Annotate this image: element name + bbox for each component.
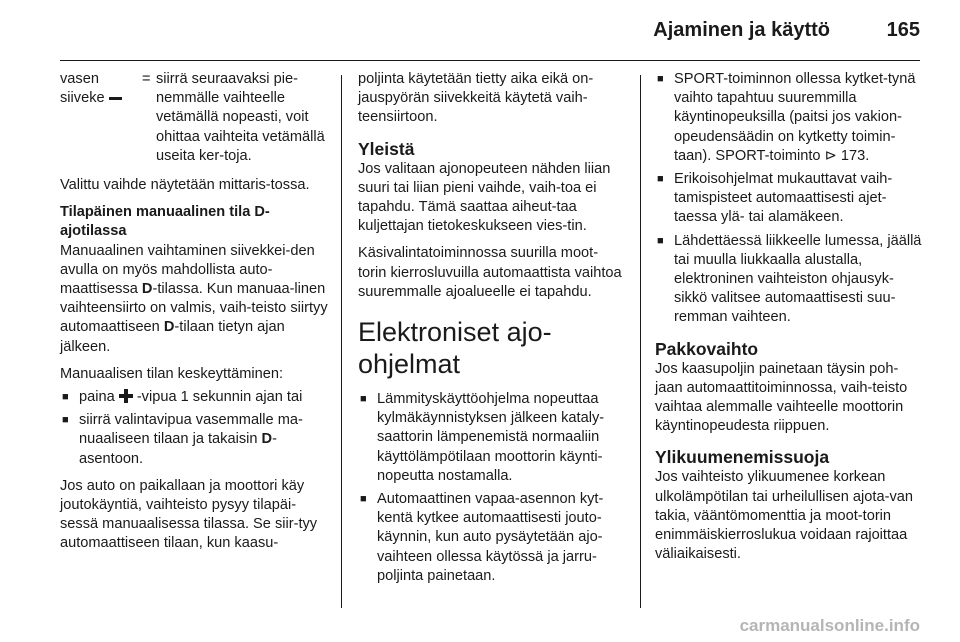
- paragraph: Jos auto on paikallaan ja moottori käy joutokäyntiä, vaihteisto pysyy tilapäi-sessä manuaalisessa tilassa. Se siir-tyy automaattiseen tilaan, kun kaasu-: [60, 477, 318, 552]
- list-item: ■ siirrä valintavipua vasemmalle ma-nuaaliseen tilaan ja takaisin D-asentoon.: [60, 411, 328, 469]
- minus-icon: [109, 97, 122, 100]
- paragraph: Jos valitaan ajonopeuteen nähden liian suuri tai liian pieni vaihde, vaih-toa ei tapahdu. Tämä saattaa aiheut-taa kuljettajan tietokeskukseen vies-tin.: [358, 160, 611, 235]
- paragraph: Valittu vaihde näytetään mittaris-tossa.: [60, 177, 310, 194]
- column-3: [655, 70, 923, 572]
- section-heading-kickdown: Pakkovaihto: [655, 338, 759, 359]
- bullet-list: [60, 388, 328, 469]
- plus-icon: [119, 389, 133, 403]
- paragraph: poljinta käytetään tietty aika eikä on-jauspyörän siivekkeitä käytetä vaih-teensiirtoon.: [358, 71, 594, 126]
- header-rule: [60, 60, 920, 61]
- paragraph: Käsivalintatoiminnossa suurilla moot-torin kierrosluvuilla automaattista vaihtoa suuremmalle ajoalueelle ei tapahdu.: [358, 245, 622, 300]
- definition-term: vasen siiveke: [60, 70, 142, 166]
- column-1: [60, 70, 328, 562]
- page-reference-link[interactable]: ⊳ 173.: [824, 147, 870, 164]
- list-item: ■ Automaattinen vapaa-asennon kyt-kentä kytkee automaattisesti jouto-käynnin, kun auto pysäytetään ajo-vaihteen ollessa käytössä ja jarru-poljinta painetaan.: [358, 490, 626, 586]
- list-item: ■ Erikoisohjelmat mukauttavat vaih-tamispisteet automaattisesti ajet-taessa ylä- tai alamäkeen.: [655, 170, 923, 228]
- paragraph: Jos vaihteisto ylikuumenee korkean ulkolämpötilan tai urheilullisen ajota-van takia, vääntömomenttia ja moot-torin enimmäiskierroslukua voidaan rajoittaa väliaikaisesti.: [655, 469, 913, 563]
- column-divider-1: [341, 75, 342, 608]
- paragraph: Jos kaasupoljin painetaan täysin poh-jaan automaattitoiminnossa, vaih-teisto vaihtaa alemmalle vaihteelle moottorin käyntinopeudesta riippuen.: [655, 360, 908, 435]
- definition-equals: =: [142, 71, 151, 87]
- section-heading-overheat: Ylikuumenemissuoja: [655, 447, 830, 468]
- definition-description: siirrä seuraavaksi pie-nemmälle vaihteelle vetämällä nopeasti, voit ohittaa vaihteita vetämällä useita ker-toja.: [156, 71, 325, 164]
- paddle-definition: [60, 70, 328, 166]
- paragraph: Manuaalinen vaihtaminen siivekkei-den avulla on myös mahdollista auto-maattisessa D-tilassa. Kun manuaa-linen vaihteensiirto on valmis, vaih-teisto siirtyy automaattiseen D-tilaan tietyn ajan jälkeen.: [60, 242, 328, 355]
- section-heading-manual-mode: Tilapäinen manuaalinen tila D-ajotilassa: [60, 204, 270, 240]
- section-heading-programs: Elektroniset ajo-ohjelmat: [358, 317, 552, 380]
- bullet-list: [655, 70, 923, 328]
- paragraph: Manuaalisen tilan keskeyttäminen:: [60, 365, 284, 382]
- section-heading-general: Yleistä: [358, 138, 415, 159]
- watermark: carmanualsonline.info: [739, 616, 920, 635]
- bullet-list: [358, 390, 626, 586]
- column-divider-2: [640, 75, 641, 608]
- list-item: ■ paina -vipua 1 sekunnin ajan tai: [60, 388, 328, 407]
- list-item: ■ SPORT-toiminnon ollessa kytket-tynä vaihto tapahtuu suuremmilla käyntinopeuksilla (paitsi jos vakion-opeudensäädin on kytketty toimin-taan). SPORT-toiminto ⊳ 173.: [655, 70, 923, 166]
- list-item: ■ Lämmityskäyttöohjelma nopeuttaa kylmäkäynnistyksen jälkeen kataly-saattorin lämpenemistä normaaliin käyttölämpötilaan moottorin käynti-nopeutta nostamalla.: [358, 390, 626, 486]
- list-item: ■ Lähdettäessä liikkeelle lumessa, jäällä tai muulla liukkaalla alustalla, elektroninen vaihteiston ohjausyk-sikkö valitsee automaattisesti suu-remman vaihteen.: [655, 232, 923, 328]
- column-2: [358, 70, 626, 594]
- chapter-title: Ajaminen ja käyttö: [653, 19, 830, 41]
- page-number: 165: [886, 19, 920, 41]
